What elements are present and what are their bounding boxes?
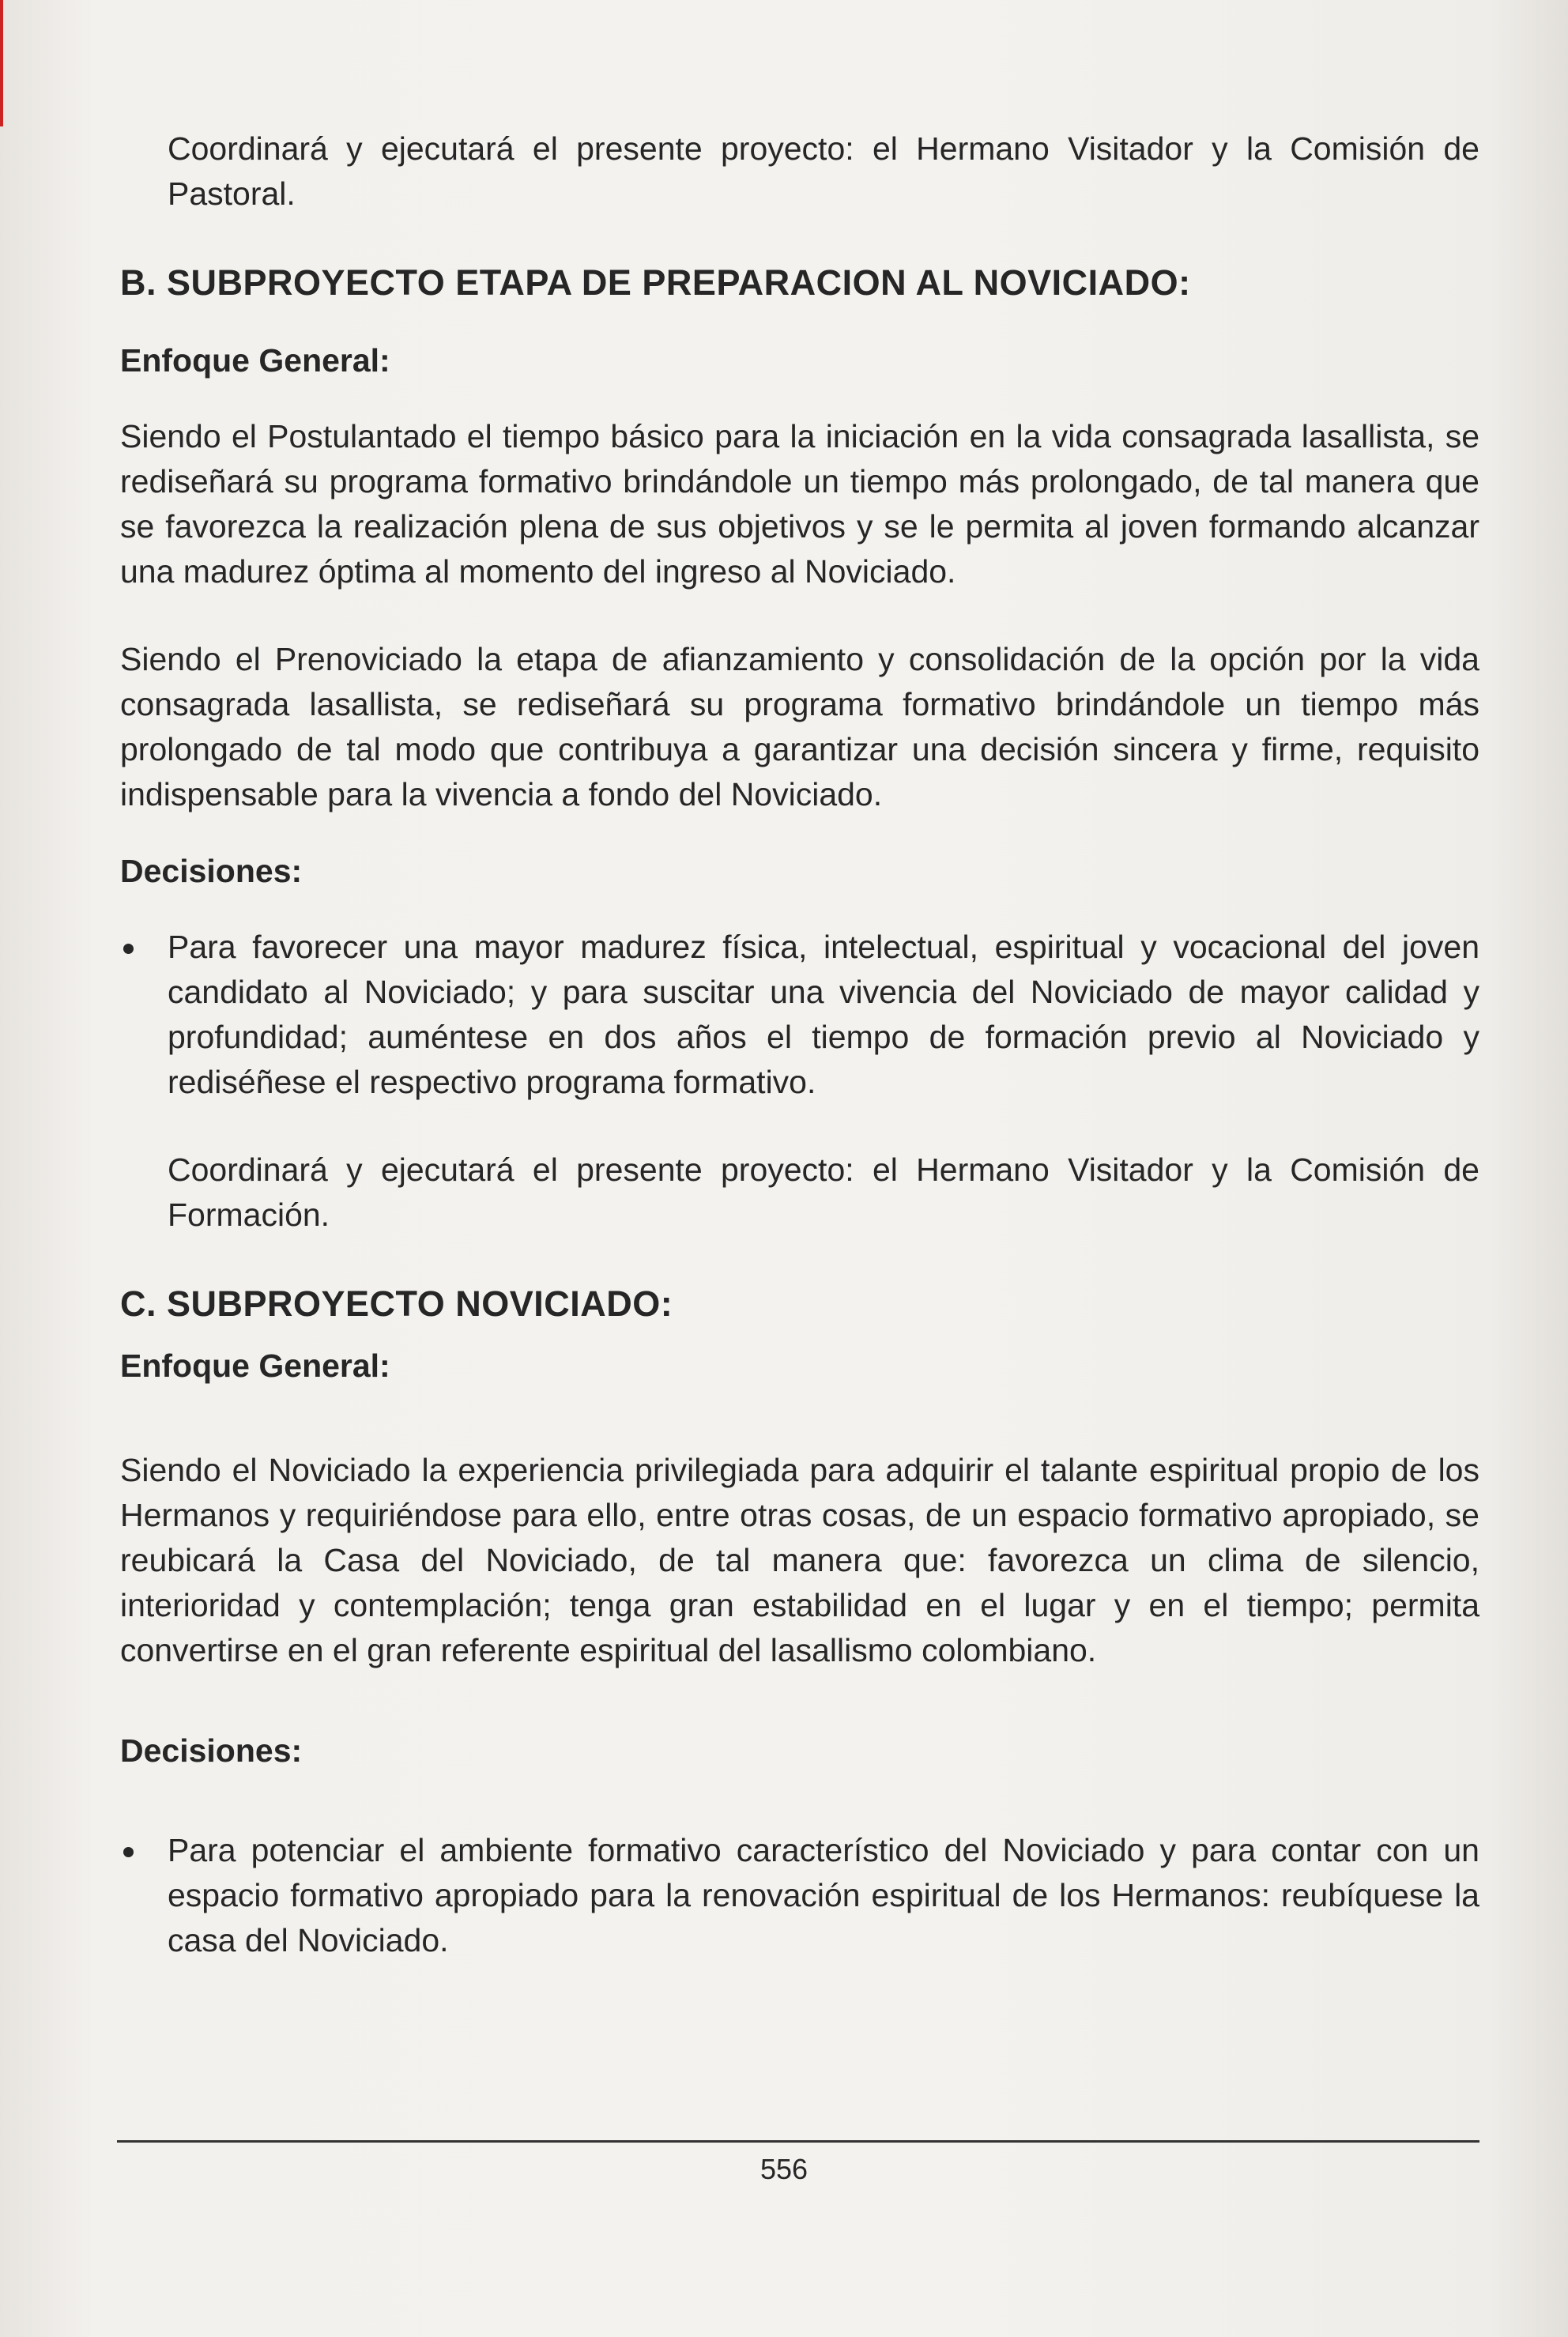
section-b-decisiones-label: Decisiones: (120, 853, 303, 889)
section-b-paragraph-2: Siendo el Prenoviciado la etapa de afianzamiento y consolidación de la opción por la vida consagrada lasallista, se rediseñará su programa formativo brindándole un tiempo más prolongado de tal modo que contribuya a garantizar una decisión sincera y firme, requisito indispensable para la vivencia a fondo del Noviciado. (120, 641, 1479, 812)
section-c-decision-text: Para potenciar el ambiente formativo característico del Noviciado y para contar con un espacio formativo apropiado para la renovación espiritual de los Hermanos: reubíquese la casa del Noviciado. (168, 1832, 1479, 1958)
section-b-heading: B. SUBPROYECTO ETAPA DE PREPARACION AL NOVICIADO: (120, 262, 1191, 303)
page-number: 556 (760, 2153, 808, 2185)
section-c-heading: C. SUBPROYECTO NOVICIADO: (120, 1283, 673, 1324)
intro-coordination-text: Coordinará y ejecutará el presente proyecto: el Hermano Visitador y la Comisión de Pastoral. (168, 130, 1479, 212)
section-c-decision-item (120, 1828, 1479, 1963)
section-b-decision-item (120, 925, 1479, 1105)
section-b-coordination-text: Coordinará y ejecutará el presente proyecto: el Hermano Visitador y la Comisión de Formación. (168, 1152, 1479, 1233)
section-c-paragraph-1: Siendo el Noviciado la experiencia privilegiada para adquirir el talante espiritual propio de los Hermanos y requiriéndose para ello, entre otras cosas, de un espacio formativo apropiado, se reubicará la Casa del Noviciado, de tal manera que: favorezca un clima de silencio, interioridad y contemplación; tenga gran estabilidad en el lugar y en el tiempo; permita convertirse en el gran referente espiritual del lasallismo colombiano. (120, 1452, 1479, 1668)
section-c-enfoque-label: Enfoque General: (120, 1348, 390, 1384)
page-edge-mark (0, 0, 3, 126)
section-b-enfoque-label: Enfoque General: (120, 342, 390, 379)
section-b-paragraph-1: Siendo el Postulantado el tiempo básico para la iniciación en la vida consagrada lasallista, se rediseñará su programa formativo brindándole un tiempo más prolongado, de tal manera que se favorezca la realización plena de sus objetivos y se le permita al joven formando alcanzar una madurez óptima al momento del ingreso al Noviciado. (120, 418, 1479, 590)
bullet-dot-icon (123, 944, 134, 954)
page-content (120, 126, 1479, 1963)
section-c-decisiones-label: Decisiones: (120, 1732, 303, 1769)
section-b-decision-text: Para favorecer una mayor madurez física, intelectual, espiritual y vocacional del joven candidato al Noviciado; y para suscitar una vivencia del Noviciado de mayor calidad y profundidad; auméntese en dos años el tiempo de formación previo al Noviciado y rediséñese el respectivo programa formativo. (168, 929, 1479, 1100)
footer-rule (117, 2140, 1479, 2143)
bullet-dot-icon (123, 1847, 134, 1857)
